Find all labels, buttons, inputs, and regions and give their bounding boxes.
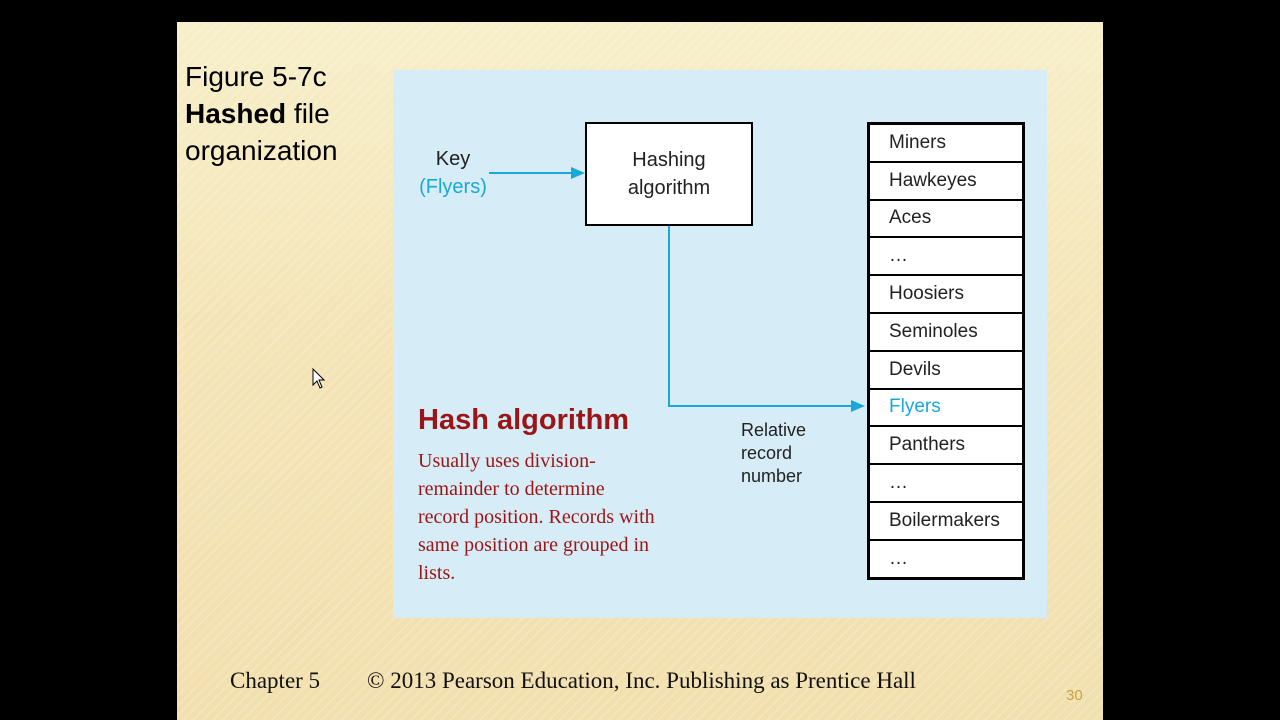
footer-copyright: © 2013 Pearson Education, Inc. Publishing as Prentice Hall: [367, 668, 916, 693]
key-value: (Flyers): [419, 176, 487, 198]
slide: [177, 22, 1103, 720]
record-row: Hawkeyes: [870, 163, 1022, 201]
record-row: Devils: [870, 352, 1022, 390]
record-row: Seminoles: [870, 314, 1022, 352]
record-row: Flyers: [870, 390, 1022, 428]
record-row: Hoosiers: [870, 276, 1022, 314]
key-label: Key: [435, 148, 471, 170]
caption-bold-word: Hashed: [185, 98, 287, 129]
record-table: [867, 122, 1025, 580]
hashing-algorithm-box: [585, 122, 753, 226]
relative-record-arrow: [669, 224, 865, 412]
relative-line1: Relative: [741, 420, 807, 440]
figure-caption: [185, 58, 385, 169]
hash-box-line2: algorithm: [627, 177, 711, 199]
caption-line1: Figure 5-7c: [185, 61, 327, 92]
record-row: Panthers: [870, 427, 1022, 465]
footer-chapter: Chapter 5: [230, 668, 321, 693]
caption-rest: file: [286, 98, 330, 129]
record-row: Aces: [870, 201, 1022, 239]
relative-line3: number: [741, 466, 803, 486]
hash-box-line1: Hashing: [632, 149, 706, 171]
record-row: …: [870, 465, 1022, 503]
callout-text: Usually uses division-remainder to determine record position. Records with same position are grouped in lists.: [418, 450, 655, 584]
record-row: …: [870, 238, 1022, 276]
caption-line3: organization: [185, 135, 338, 166]
record-row: Miners: [870, 125, 1022, 163]
record-row: Boilermakers: [870, 503, 1022, 541]
callout-title: Hash algorithm: [418, 404, 630, 436]
page-number: 30: [1066, 687, 1083, 704]
diagram-panel: [393, 70, 1047, 618]
mouse-pointer-icon: [312, 368, 326, 390]
caption-line2: [185, 95, 385, 132]
relative-line2: record: [741, 443, 793, 463]
relative-record-number-label: [741, 419, 806, 488]
record-row: …: [889, 547, 908, 569]
